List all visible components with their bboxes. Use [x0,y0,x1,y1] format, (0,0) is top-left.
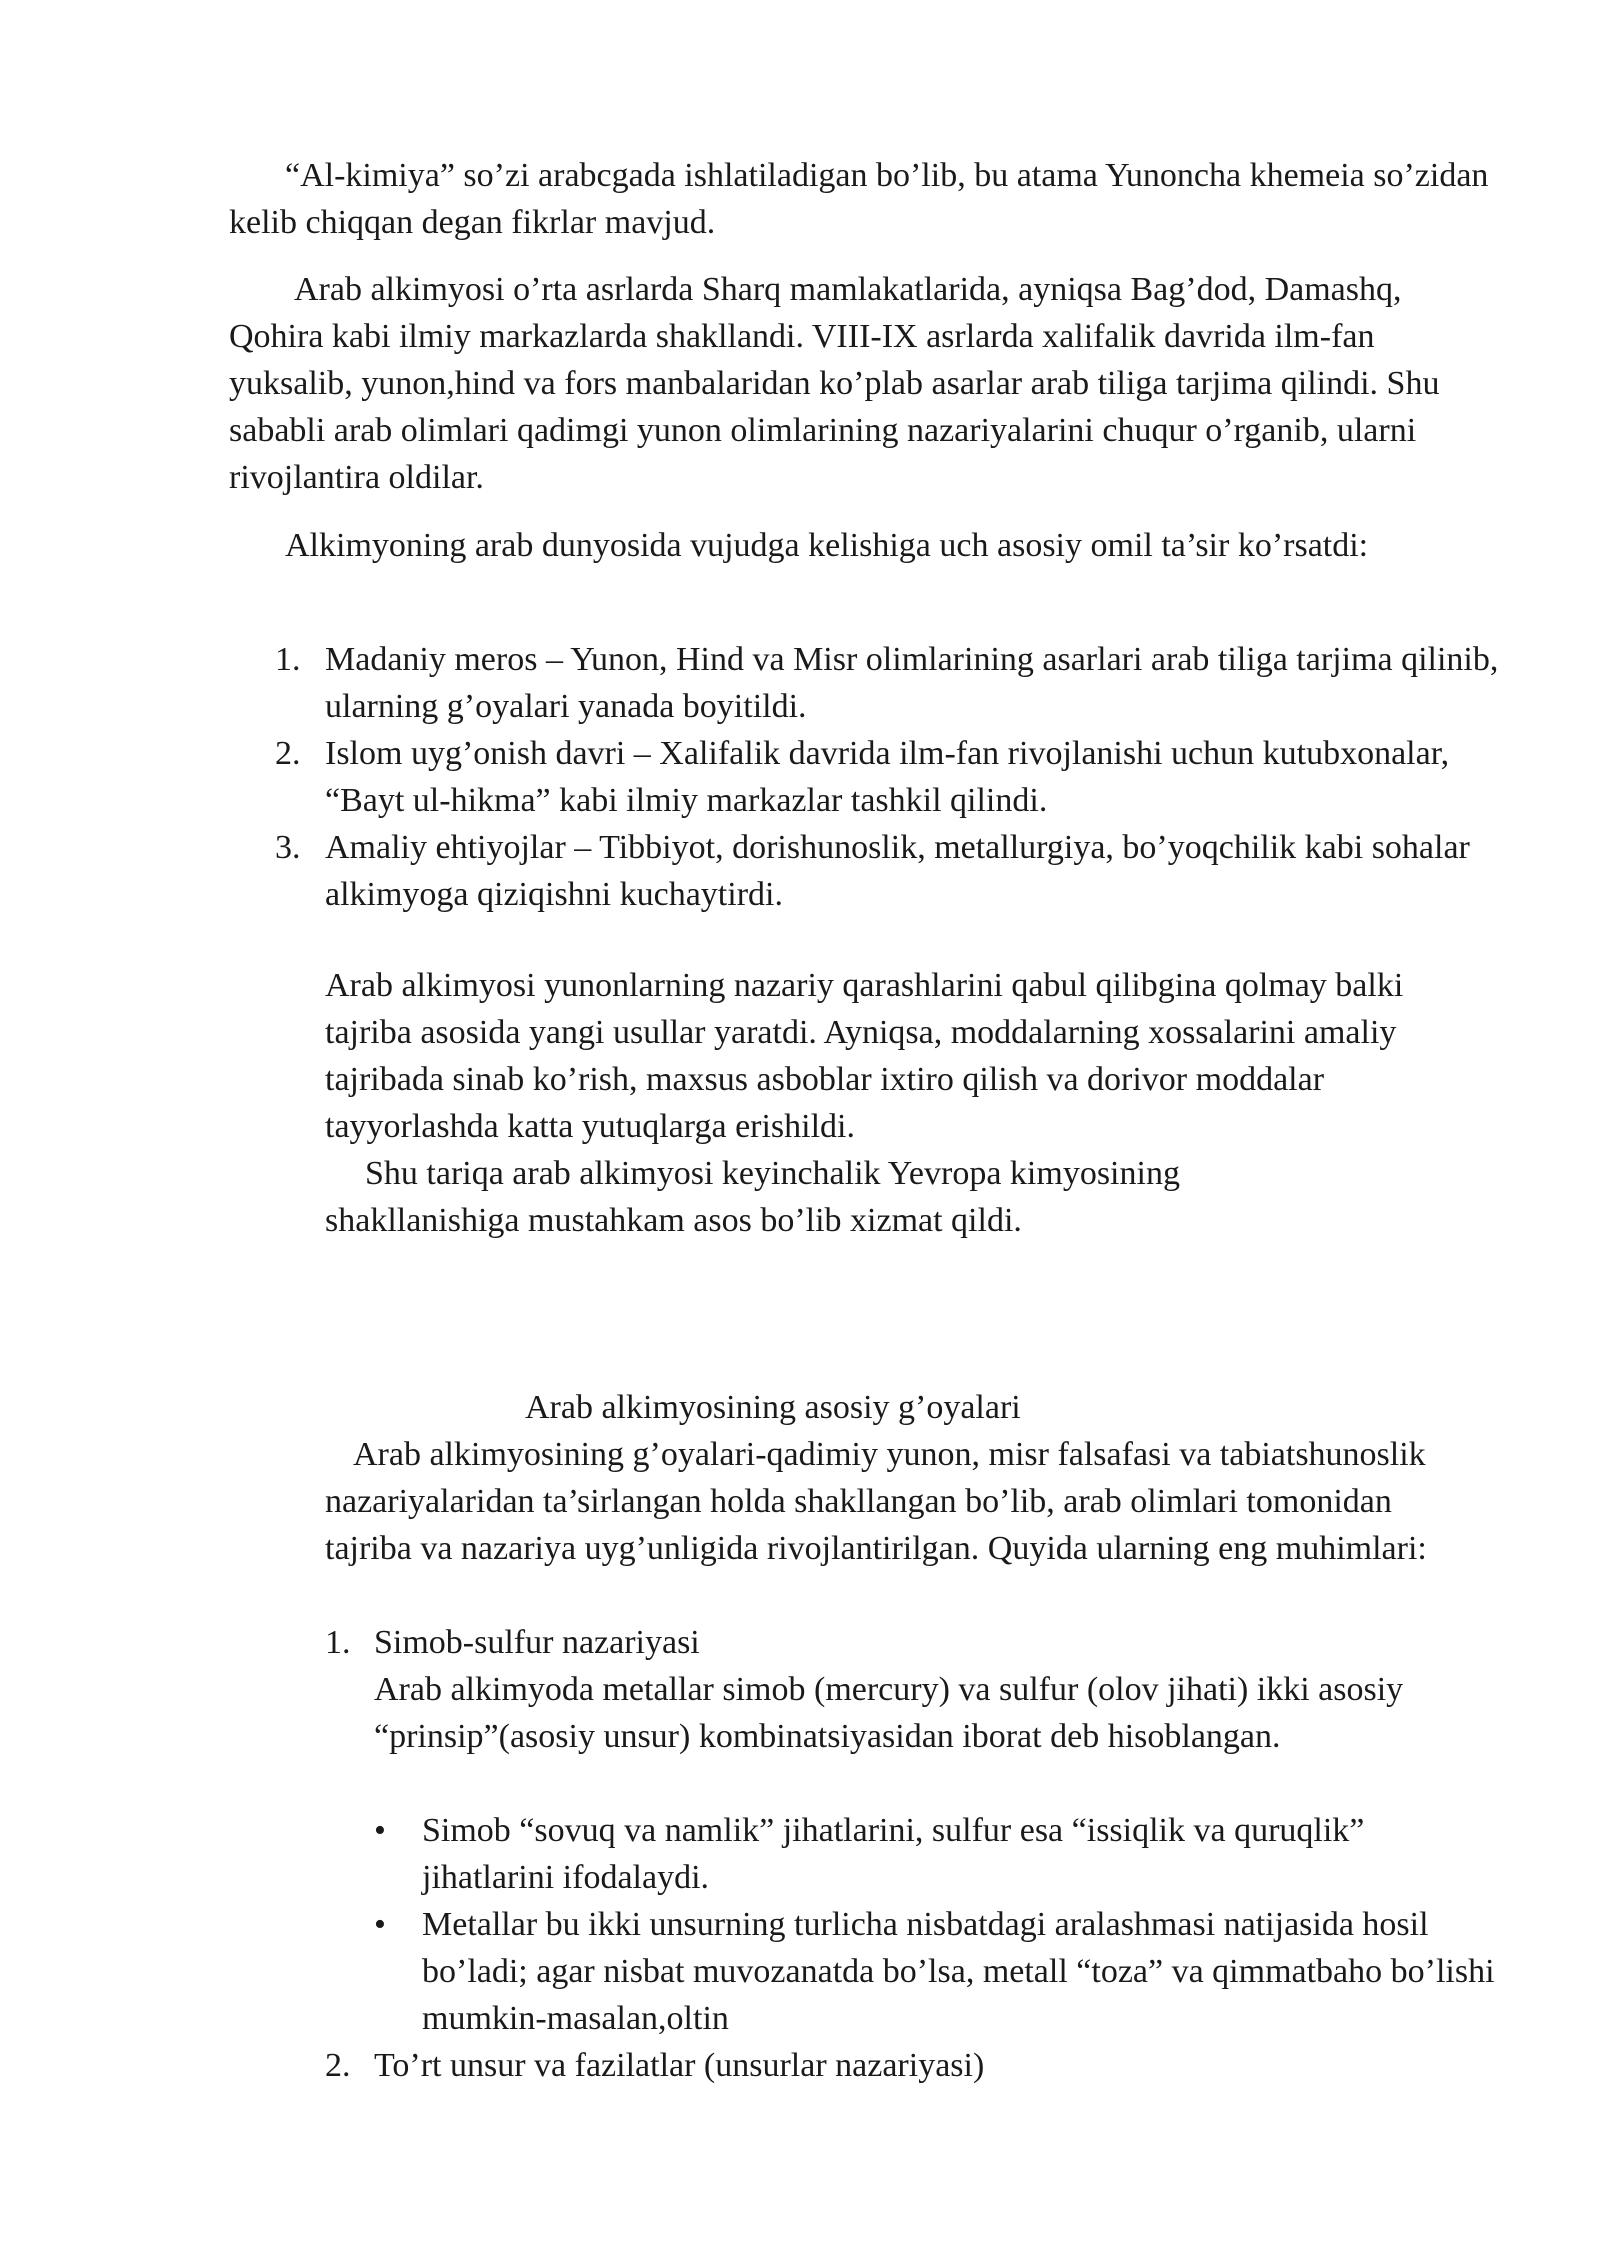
bullet-icon: • [374,1812,386,1849]
list-item [275,730,1505,824]
idea-title: Simob-sulfur nazariyasi [374,1624,700,1661]
idea-description: Arab alkimyoda metallar simob (mercury) va sulfur (olov jihati) ikki asosiy “prinsip”(asosiy unsur) kombinatsiyasidan iborat deb hisoblangan. [374,1671,1404,1755]
factors-list [275,636,1505,918]
list-item [374,1901,1502,2042]
list-item-text: Madaniy meros – Yunon, Hind va Misr olimlarining asarlari arab tiliga tarjima qilinib, ularning g’oyalari yanada boyitildi. [325,641,1499,725]
list-item [275,636,1505,730]
achievements-paragraph: Arab alkimyosi yunonlarning nazariy qarashlarini qabul qilibgina qolmay balki tajriba asosida yangi usullar yaratdi. Ayniqsa, moddalarning xossalarini amaliy tajribada sinab ko’rish, maxsus asboblar ixtiro qilish va dorivor moddalar tayyorlashda katta yutuqlarga erishildi. [325,967,1404,1145]
factors-intro-paragraph: Alkimyoning arab dunyosida vujudga kelishiga uch asosiy omil ta’sir ko’rsatdi: [285,527,1369,564]
idea-item-1 [325,1619,1494,1760]
bullet-icon: • [374,1906,386,1943]
origins-paragraph: Arab alkimyosi o’rta asrlarda Sharq mamlakatlarida, ayniqsa Bag’dod, Damashq, Qohira kabi ilmiy markazlarda shakllandi. VIII-IX asrlarda xalifalik davrida ilm-fan yuksalib, yunon,hind va fors manbalaridan ko’plab asarlar arab tiliga tarjima qilindi. Shu sababli arab olimlari qadimgi yunon olimlarining nazariyalarini chuqur o’rganib, ularni rivojlantira oldilar. [229,271,1440,496]
section-heading: Arab alkimyosining asosiy g’oyalari [525,1389,1021,1426]
conclusion-paragraph: Shu tariqa arab alkimyosi keyinchalik Yevropa kimyosining shakllanishiga mustahkam asos bo’lib xizmat qildi. [325,1155,1180,1239]
list-item-text: Simob “sovuq va namlik” jihatlarini, sulfur esa “issiqlik va quruqlik” jihatlarini ifodalaydi. [422,1812,1365,1896]
list-number: 1. [325,1624,351,1661]
idea-item-2 [325,2042,1494,2089]
intro-paragraph: “Al-kimiya” so’zi arabcgada ishlatiladigan bo’lib, bu atama Yunoncha khemeia so’zidan kelib chiqqan degan fikrlar mavjud. [229,157,1489,241]
list-number: 2. [275,735,301,772]
list-item-text: Islom uyg’onish davri – Xalifalik davrida ilm-fan rivojlanishi uchun kutubxonalar, “Bayt ul-hikma” kabi ilmiy markazlar tashkil qilindi. [325,735,1450,819]
simob-sulfur-bullets [374,1807,1502,2042]
ideas-intro-paragraph: Arab alkimyosining g’oyalari-qadimiy yunon, misr falsafasi va tabiatshunoslik nazariyalaridan ta’sirlangan holda shakllangan bo’lib, arab olimlari tomonidan tajriba va nazariya uyg’unligida rivojlantirilgan. Quyida ularning eng muhimlari: [325,1436,1427,1567]
list-item-text: Amaliy ehtiyojlar – Tibbiyot, dorishunoslik, metallurgiya, bo’yoqchilik kabi sohalar alkimyoga qiziqishni kuchaytirdi. [325,829,1470,913]
list-number: 2. [325,2047,351,2084]
list-item [374,1807,1502,1901]
list-number: 1. [275,641,301,678]
list-number: 3. [275,829,301,866]
list-item [275,824,1505,918]
list-item-text: Metallar bu ikki unsurning turlicha nisbatdagi aralashmasi natijasida hosil bo’ladi; agar nisbat muvozanatda bo’lsa, metall “toza” va qimmatbaho bo’lishi mumkin-masalan,oltin [422,1906,1495,2037]
idea-title: To’rt unsur va fazilatlar (unsurlar nazariyasi) [374,2047,985,2084]
